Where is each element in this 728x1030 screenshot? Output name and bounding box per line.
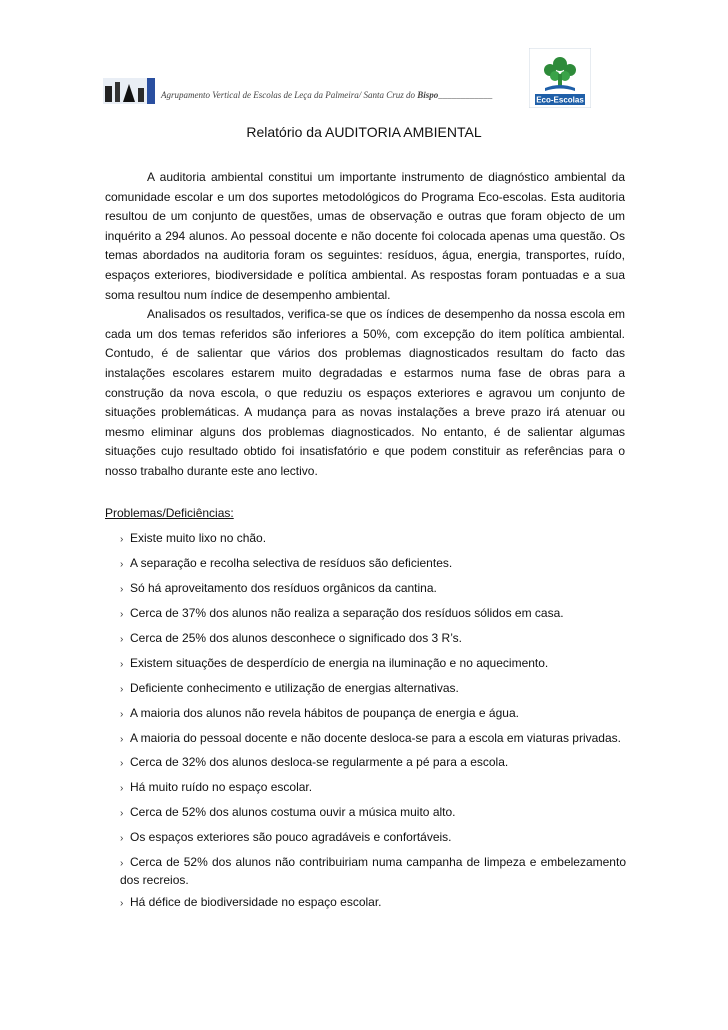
list-item: › Cerca de 52% dos alunos não contribuiriam numa campanha de limpeza e embelezamento dos recreios. xyxy=(120,855,626,887)
report-title: Relatório da AUDITORIA AMBIENTAL xyxy=(246,124,482,140)
report-body xyxy=(105,168,625,482)
list-item: › Há défice de biodiversidade no espaço escolar. xyxy=(120,894,626,912)
list-item: › Só há aproveitamento dos resíduos orgânicos da cantina. xyxy=(120,580,626,598)
arrow-icon: › xyxy=(120,709,124,720)
problems-heading: Problemas/Deficiências: xyxy=(105,506,234,520)
list-item: › Os espaços exteriores são pouco agradáveis e confortáveis. xyxy=(120,829,626,847)
header-underline: ____________ xyxy=(438,90,493,100)
arrow-icon: › xyxy=(120,659,124,670)
eco-escolas-logo xyxy=(529,48,591,108)
list-item: › A maioria do pessoal docente e não docente desloca-se para a escola em viaturas privadas. xyxy=(120,730,626,748)
list-item: › A separação e recolha selectiva de resíduos são deficientes. xyxy=(120,555,626,573)
arrow-icon: › xyxy=(120,808,124,819)
arrow-icon: › xyxy=(120,833,124,844)
list-item: › Existem situações de desperdício de energia na iluminação e no aquecimento. xyxy=(120,655,626,673)
school-name: Agrupamento Vertical de Escolas de Leça da Palmeira/ Santa Cruz do Bispo____________ xyxy=(161,90,493,100)
arrow-icon: › xyxy=(120,858,124,869)
arrow-icon: › xyxy=(120,734,124,745)
paragraph-analysis: Analisados os resultados, verifica-se que os índices de desempenho da nossa escola em cada um dos temas referidos são inferiores a 50%, com excepção do item política ambiental. Contudo, é de salientar que vários dos problemas diagnosticados resultam do facto das instalações escolares estarem muito degradadas e estarmos numa fase de obras para a construção da nova escola, o que reduziu os espaços exteriores e agravou um conjunto de situações problemáticas. A mudança para as novas instalações a breve prazo irá atenuar ou mesmo eliminar alguns dos problemas diagnosticados. No entanto, é de salientar algumas situações cujo resultado obtido foi insatisfatório e que podem constituir as referências para o nosso trabalho durante este ano lectivo. xyxy=(105,307,625,478)
paragraph-intro: A auditoria ambiental constitui um importante instrumento de diagnóstico ambiental da comunidade escolar e um dos suportes metodológicos do Programa Eco-escolas. Esta auditoria resultou de um conjunto de questões, umas de observação e outras que foram objecto de um inquérito a 294 alunos. Ao pessoal docente e não docente foi colocada apenas uma questão. Os temas abordados na auditoria foram os seguintes: resíduos, água, energia, transportes, ruído, espaços exteriores, biodiversidade e política ambiental. As respostas foram pontuadas e a sua soma resultou num índice de desempenho ambiental. xyxy=(105,170,625,302)
problems-list xyxy=(120,530,626,919)
arrow-icon: › xyxy=(120,758,124,769)
arrow-icon: › xyxy=(120,634,124,645)
page-header xyxy=(103,70,623,110)
arrow-icon: › xyxy=(120,609,124,620)
list-item: › Cerca de 25% dos alunos desconhece o significado dos 3 R’s. xyxy=(120,630,626,648)
arrow-icon: › xyxy=(120,534,124,545)
eco-logo-text: Eco-Escolas xyxy=(536,95,584,105)
list-item: › Existe muito lixo no chão. xyxy=(120,530,626,548)
arrow-icon: › xyxy=(120,584,124,595)
list-item: › Deficiente conhecimento e utilização de energias alternativas. xyxy=(120,680,626,698)
arrow-icon: › xyxy=(120,559,124,570)
list-item: › Cerca de 32% dos alunos desloca-se regularmente a pé para a escola. xyxy=(120,754,626,772)
list-item: › A maioria dos alunos não revela hábitos de poupança de energia e água. xyxy=(120,705,626,723)
school-name-bold: Bispo xyxy=(417,90,439,100)
arrow-icon: › xyxy=(120,898,124,909)
list-item: › Cerca de 37% dos alunos não realiza a separação dos resíduos sólidos em casa. xyxy=(120,605,626,623)
list-item: › Há muito ruído no espaço escolar. xyxy=(120,779,626,797)
arrow-icon: › xyxy=(120,783,124,794)
arrow-icon: › xyxy=(120,684,124,695)
list-item: › Cerca de 52% dos alunos costuma ouvir a música muito alto. xyxy=(120,804,626,822)
school-logo xyxy=(103,78,155,104)
